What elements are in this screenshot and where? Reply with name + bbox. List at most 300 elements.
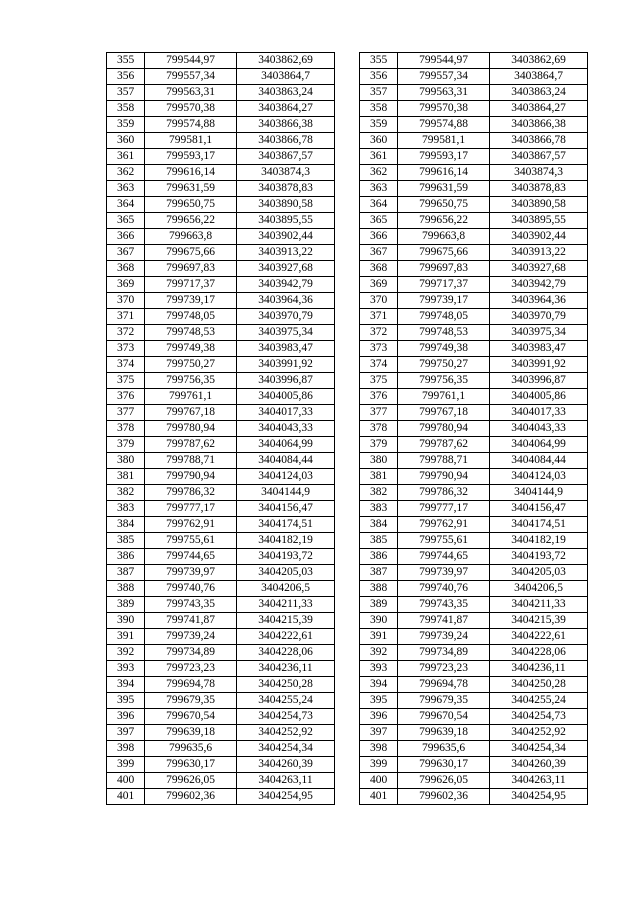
- point-number-cell: 401: [107, 789, 145, 805]
- table-row: [360, 533, 588, 549]
- x-coordinate-cell: 799626,05: [398, 773, 490, 789]
- x-coordinate-cell: 799739,97: [145, 565, 237, 581]
- x-coordinate-cell: 799631,59: [145, 181, 237, 197]
- point-number-cell: 376: [107, 389, 145, 405]
- table-row: [360, 293, 588, 309]
- y-coordinate-cell: 3403874,3: [490, 165, 588, 181]
- y-coordinate-cell: 3404254,73: [237, 709, 335, 725]
- point-number-cell: 394: [360, 677, 398, 693]
- y-coordinate-cell: 3403867,57: [490, 149, 588, 165]
- table-row: [107, 213, 335, 229]
- y-coordinate-cell: 3404211,33: [490, 597, 588, 613]
- table-row: [360, 405, 588, 421]
- x-coordinate-cell: 799574,88: [145, 117, 237, 133]
- table-row: [107, 757, 335, 773]
- point-number-cell: 382: [360, 485, 398, 501]
- x-coordinate-cell: 799581,1: [145, 133, 237, 149]
- y-coordinate-cell: 3404174,51: [490, 517, 588, 533]
- x-coordinate-cell: 799563,31: [145, 85, 237, 101]
- table-row: [360, 133, 588, 149]
- point-number-cell: 356: [360, 69, 398, 85]
- table-row: [107, 613, 335, 629]
- table-row: [360, 165, 588, 181]
- x-coordinate-cell: 799739,17: [145, 293, 237, 309]
- table-row: [360, 357, 588, 373]
- table-row: [107, 229, 335, 245]
- point-number-cell: 386: [360, 549, 398, 565]
- y-coordinate-cell: 3403890,58: [490, 197, 588, 213]
- x-coordinate-cell: 799557,34: [145, 69, 237, 85]
- table-row: [360, 117, 588, 133]
- x-coordinate-cell: 799639,18: [145, 725, 237, 741]
- point-number-cell: 357: [360, 85, 398, 101]
- table-row: [107, 645, 335, 661]
- y-coordinate-cell: 3403866,78: [490, 133, 588, 149]
- y-coordinate-cell: 3404084,44: [490, 453, 588, 469]
- y-coordinate-cell: 3404156,47: [237, 501, 335, 517]
- point-number-cell: 399: [360, 757, 398, 773]
- x-coordinate-cell: 799650,75: [398, 197, 490, 213]
- x-coordinate-cell: 799675,66: [398, 245, 490, 261]
- table-row: [360, 709, 588, 725]
- table-row: [360, 693, 588, 709]
- x-coordinate-cell: 799780,94: [145, 421, 237, 437]
- table-row: [107, 149, 335, 165]
- x-coordinate-cell: 799593,17: [398, 149, 490, 165]
- y-coordinate-cell: 3404211,33: [237, 597, 335, 613]
- y-coordinate-cell: 3404263,11: [490, 773, 588, 789]
- point-number-cell: 362: [360, 165, 398, 181]
- table-row: [360, 181, 588, 197]
- point-number-cell: 366: [360, 229, 398, 245]
- x-coordinate-cell: 799750,27: [145, 357, 237, 373]
- x-coordinate-cell: 799741,87: [145, 613, 237, 629]
- y-coordinate-cell: 3404017,33: [490, 405, 588, 421]
- y-coordinate-cell: 3404254,95: [490, 789, 588, 805]
- x-coordinate-cell: 799679,35: [145, 693, 237, 709]
- y-coordinate-cell: 3404193,72: [237, 549, 335, 565]
- table-row: [107, 421, 335, 437]
- point-number-cell: 370: [107, 293, 145, 309]
- x-coordinate-cell: 799593,17: [145, 149, 237, 165]
- x-coordinate-cell: 799544,97: [145, 53, 237, 69]
- point-number-cell: 376: [360, 389, 398, 405]
- point-number-cell: 398: [107, 741, 145, 757]
- point-number-cell: 373: [107, 341, 145, 357]
- table-row: [107, 741, 335, 757]
- table-row: [360, 629, 588, 645]
- point-number-cell: 370: [360, 293, 398, 309]
- y-coordinate-cell: 3403927,68: [237, 261, 335, 277]
- table-row: [107, 549, 335, 565]
- x-coordinate-cell: 799761,1: [145, 389, 237, 405]
- table-row: [360, 469, 588, 485]
- point-number-cell: 374: [107, 357, 145, 373]
- x-coordinate-cell: 799723,23: [398, 661, 490, 677]
- x-coordinate-cell: 799557,34: [398, 69, 490, 85]
- table-row: [360, 149, 588, 165]
- y-coordinate-cell: 3404005,86: [490, 389, 588, 405]
- y-coordinate-cell: 3404228,06: [237, 645, 335, 661]
- table-row: [360, 501, 588, 517]
- point-number-cell: 391: [360, 629, 398, 645]
- x-coordinate-cell: 799777,17: [398, 501, 490, 517]
- table-row: [107, 709, 335, 725]
- x-coordinate-cell: 799788,71: [398, 453, 490, 469]
- table-row: [360, 453, 588, 469]
- y-coordinate-cell: 3403863,24: [237, 85, 335, 101]
- point-number-cell: 385: [360, 533, 398, 549]
- x-coordinate-cell: 799635,6: [398, 741, 490, 757]
- x-coordinate-cell: 799602,36: [145, 789, 237, 805]
- point-number-cell: 363: [360, 181, 398, 197]
- x-coordinate-cell: 799574,88: [398, 117, 490, 133]
- y-coordinate-cell: 3404215,39: [490, 613, 588, 629]
- y-coordinate-cell: 3404005,86: [237, 389, 335, 405]
- point-number-cell: 389: [107, 597, 145, 613]
- point-number-cell: 378: [107, 421, 145, 437]
- table-row: [107, 437, 335, 453]
- x-coordinate-cell: 799790,94: [145, 469, 237, 485]
- y-coordinate-cell: 3403902,44: [490, 229, 588, 245]
- y-coordinate-cell: 3404156,47: [490, 501, 588, 517]
- table-row: [107, 69, 335, 85]
- table-row: [360, 53, 588, 69]
- y-coordinate-cell: 3403866,38: [490, 117, 588, 133]
- point-number-cell: 394: [107, 677, 145, 693]
- y-coordinate-cell: 3403927,68: [490, 261, 588, 277]
- x-coordinate-cell: 799786,32: [398, 485, 490, 501]
- x-coordinate-cell: 799570,38: [145, 101, 237, 117]
- x-coordinate-cell: 799650,75: [145, 197, 237, 213]
- point-number-cell: 393: [360, 661, 398, 677]
- table-row: [107, 389, 335, 405]
- y-coordinate-cell: 3404254,34: [490, 741, 588, 757]
- table-row: [360, 597, 588, 613]
- point-number-cell: 388: [360, 581, 398, 597]
- table-row: [107, 293, 335, 309]
- y-coordinate-cell: 3403975,34: [237, 325, 335, 341]
- x-coordinate-cell: 799740,76: [145, 581, 237, 597]
- x-coordinate-cell: 799734,89: [145, 645, 237, 661]
- table-row: [360, 325, 588, 341]
- y-coordinate-cell: 3404043,33: [490, 421, 588, 437]
- point-number-cell: 392: [360, 645, 398, 661]
- table-row: [107, 133, 335, 149]
- y-coordinate-cell: 3403902,44: [237, 229, 335, 245]
- y-coordinate-cell: 3404064,99: [490, 437, 588, 453]
- table-body-left: [107, 53, 335, 805]
- y-coordinate-cell: 3404254,73: [490, 709, 588, 725]
- table-row: [107, 581, 335, 597]
- table-row: [107, 469, 335, 485]
- table-row: [107, 261, 335, 277]
- point-number-cell: 385: [107, 533, 145, 549]
- x-coordinate-cell: 799630,17: [145, 757, 237, 773]
- x-coordinate-cell: 799570,38: [398, 101, 490, 117]
- point-number-cell: 393: [107, 661, 145, 677]
- x-coordinate-cell: 799748,05: [145, 309, 237, 325]
- table-row: [107, 565, 335, 581]
- point-number-cell: 400: [360, 773, 398, 789]
- x-coordinate-cell: 799761,1: [398, 389, 490, 405]
- x-coordinate-cell: 799744,65: [145, 549, 237, 565]
- x-coordinate-cell: 799734,89: [398, 645, 490, 661]
- point-number-cell: 366: [107, 229, 145, 245]
- y-coordinate-cell: 3403866,78: [237, 133, 335, 149]
- x-coordinate-cell: 799656,22: [145, 213, 237, 229]
- table-row: [107, 53, 335, 69]
- table-row: [360, 101, 588, 117]
- y-coordinate-cell: 3403874,3: [237, 165, 335, 181]
- y-coordinate-cell: 3403863,24: [490, 85, 588, 101]
- x-coordinate-cell: 799749,38: [398, 341, 490, 357]
- y-coordinate-cell: 3403983,47: [237, 341, 335, 357]
- x-coordinate-cell: 799616,14: [398, 165, 490, 181]
- y-coordinate-cell: 3404236,11: [490, 661, 588, 677]
- point-number-cell: 372: [107, 325, 145, 341]
- x-coordinate-cell: 799679,35: [398, 693, 490, 709]
- point-number-cell: 380: [107, 453, 145, 469]
- x-coordinate-cell: 799755,61: [398, 533, 490, 549]
- coordinates-table-left: [106, 52, 335, 805]
- y-coordinate-cell: 3403864,7: [490, 69, 588, 85]
- point-number-cell: 396: [107, 709, 145, 725]
- y-coordinate-cell: 3404084,44: [237, 453, 335, 469]
- table-row: [360, 725, 588, 741]
- table-row: [107, 485, 335, 501]
- y-coordinate-cell: 3403864,27: [237, 101, 335, 117]
- y-coordinate-cell: 3403862,69: [237, 53, 335, 69]
- x-coordinate-cell: 799749,38: [145, 341, 237, 357]
- x-coordinate-cell: 799675,66: [145, 245, 237, 261]
- x-coordinate-cell: 799739,24: [145, 629, 237, 645]
- x-coordinate-cell: 799723,23: [145, 661, 237, 677]
- table-row: [107, 629, 335, 645]
- x-coordinate-cell: 799743,35: [398, 597, 490, 613]
- y-coordinate-cell: 3404263,11: [237, 773, 335, 789]
- point-number-cell: 375: [360, 373, 398, 389]
- table-row: [360, 341, 588, 357]
- table-row: [107, 773, 335, 789]
- point-number-cell: 399: [107, 757, 145, 773]
- x-coordinate-cell: 799626,05: [145, 773, 237, 789]
- table-row: [360, 277, 588, 293]
- point-number-cell: 391: [107, 629, 145, 645]
- y-coordinate-cell: 3404254,34: [237, 741, 335, 757]
- x-coordinate-cell: 799777,17: [145, 501, 237, 517]
- y-coordinate-cell: 3404252,92: [237, 725, 335, 741]
- point-number-cell: 378: [360, 421, 398, 437]
- point-number-cell: 400: [107, 773, 145, 789]
- y-coordinate-cell: 3403913,22: [237, 245, 335, 261]
- x-coordinate-cell: 799755,61: [145, 533, 237, 549]
- point-number-cell: 381: [360, 469, 398, 485]
- table-row: [360, 437, 588, 453]
- point-number-cell: 397: [360, 725, 398, 741]
- table-row: [107, 661, 335, 677]
- y-coordinate-cell: 3404144,9: [490, 485, 588, 501]
- point-number-cell: 377: [107, 405, 145, 421]
- x-coordinate-cell: 799788,71: [145, 453, 237, 469]
- x-coordinate-cell: 799767,18: [398, 405, 490, 421]
- point-number-cell: 371: [107, 309, 145, 325]
- table-row: [107, 517, 335, 533]
- y-coordinate-cell: 3404222,61: [490, 629, 588, 645]
- point-number-cell: 379: [107, 437, 145, 453]
- table-row: [107, 725, 335, 741]
- y-coordinate-cell: 3404182,19: [490, 533, 588, 549]
- table-body-right: [360, 53, 588, 805]
- point-number-cell: 369: [360, 277, 398, 293]
- y-coordinate-cell: 3404043,33: [237, 421, 335, 437]
- table-row: [360, 245, 588, 261]
- coordinates-table-right: [359, 52, 588, 805]
- x-coordinate-cell: 799780,94: [398, 421, 490, 437]
- point-number-cell: 384: [360, 517, 398, 533]
- table-row: [360, 229, 588, 245]
- table-row: [360, 741, 588, 757]
- table-row: [360, 549, 588, 565]
- x-coordinate-cell: 799616,14: [145, 165, 237, 181]
- x-coordinate-cell: 799670,54: [145, 709, 237, 725]
- point-number-cell: 368: [107, 261, 145, 277]
- point-number-cell: 381: [107, 469, 145, 485]
- y-coordinate-cell: 3404017,33: [237, 405, 335, 421]
- point-number-cell: 355: [360, 53, 398, 69]
- table-row: [107, 597, 335, 613]
- x-coordinate-cell: 799717,37: [398, 277, 490, 293]
- x-coordinate-cell: 799786,32: [145, 485, 237, 501]
- table-row: [107, 181, 335, 197]
- table-row: [107, 309, 335, 325]
- point-number-cell: 390: [360, 613, 398, 629]
- table-row: [360, 389, 588, 405]
- point-number-cell: 388: [107, 581, 145, 597]
- y-coordinate-cell: 3404222,61: [237, 629, 335, 645]
- x-coordinate-cell: 799663,8: [145, 229, 237, 245]
- y-coordinate-cell: 3403878,83: [237, 181, 335, 197]
- y-coordinate-cell: 3404228,06: [490, 645, 588, 661]
- point-number-cell: 357: [107, 85, 145, 101]
- y-coordinate-cell: 3404124,03: [237, 469, 335, 485]
- table-row: [360, 565, 588, 581]
- table-row: [360, 373, 588, 389]
- y-coordinate-cell: 3403970,79: [237, 309, 335, 325]
- x-coordinate-cell: 799741,87: [398, 613, 490, 629]
- y-coordinate-cell: 3404260,39: [490, 757, 588, 773]
- point-number-cell: 364: [360, 197, 398, 213]
- x-coordinate-cell: 799740,76: [398, 581, 490, 597]
- point-number-cell: 387: [107, 565, 145, 581]
- table-row: [360, 85, 588, 101]
- x-coordinate-cell: 799694,78: [145, 677, 237, 693]
- point-number-cell: 368: [360, 261, 398, 277]
- x-coordinate-cell: 799656,22: [398, 213, 490, 229]
- x-coordinate-cell: 799670,54: [398, 709, 490, 725]
- x-coordinate-cell: 799748,53: [145, 325, 237, 341]
- y-coordinate-cell: 3403942,79: [237, 277, 335, 293]
- table-row: [360, 645, 588, 661]
- point-number-cell: 361: [107, 149, 145, 165]
- x-coordinate-cell: 799739,17: [398, 293, 490, 309]
- point-number-cell: 401: [360, 789, 398, 805]
- y-coordinate-cell: 3404174,51: [237, 517, 335, 533]
- y-coordinate-cell: 3404260,39: [237, 757, 335, 773]
- point-number-cell: 358: [107, 101, 145, 117]
- table-row: [107, 325, 335, 341]
- x-coordinate-cell: 799663,8: [398, 229, 490, 245]
- table-row: [107, 405, 335, 421]
- table-row: [360, 677, 588, 693]
- point-number-cell: 390: [107, 613, 145, 629]
- table-row: [360, 517, 588, 533]
- point-number-cell: 373: [360, 341, 398, 357]
- point-number-cell: 367: [107, 245, 145, 261]
- x-coordinate-cell: 799762,91: [145, 517, 237, 533]
- point-number-cell: 377: [360, 405, 398, 421]
- y-coordinate-cell: 3404252,92: [490, 725, 588, 741]
- table-row: [107, 85, 335, 101]
- point-number-cell: 358: [360, 101, 398, 117]
- y-coordinate-cell: 3403890,58: [237, 197, 335, 213]
- y-coordinate-cell: 3404205,03: [490, 565, 588, 581]
- point-number-cell: 379: [360, 437, 398, 453]
- x-coordinate-cell: 799563,31: [398, 85, 490, 101]
- table-row: [360, 309, 588, 325]
- point-number-cell: 383: [360, 501, 398, 517]
- y-coordinate-cell: 3403975,34: [490, 325, 588, 341]
- point-number-cell: 369: [107, 277, 145, 293]
- y-coordinate-cell: 3404206,5: [490, 581, 588, 597]
- table-row: [360, 789, 588, 805]
- y-coordinate-cell: 3403964,36: [490, 293, 588, 309]
- y-coordinate-cell: 3404144,9: [237, 485, 335, 501]
- x-coordinate-cell: 799739,24: [398, 629, 490, 645]
- y-coordinate-cell: 3404193,72: [490, 549, 588, 565]
- point-number-cell: 396: [360, 709, 398, 725]
- table-row: [360, 261, 588, 277]
- point-number-cell: 361: [360, 149, 398, 165]
- y-coordinate-cell: 3404205,03: [237, 565, 335, 581]
- x-coordinate-cell: 799767,18: [145, 405, 237, 421]
- table-row: [360, 197, 588, 213]
- y-coordinate-cell: 3403862,69: [490, 53, 588, 69]
- point-number-cell: 360: [107, 133, 145, 149]
- y-coordinate-cell: 3404206,5: [237, 581, 335, 597]
- x-coordinate-cell: 799581,1: [398, 133, 490, 149]
- point-number-cell: 395: [360, 693, 398, 709]
- x-coordinate-cell: 799694,78: [398, 677, 490, 693]
- table-row: [107, 789, 335, 805]
- x-coordinate-cell: 799748,05: [398, 309, 490, 325]
- point-number-cell: 392: [107, 645, 145, 661]
- table-row: [107, 373, 335, 389]
- x-coordinate-cell: 799744,65: [398, 549, 490, 565]
- table-row: [360, 773, 588, 789]
- point-number-cell: 395: [107, 693, 145, 709]
- x-coordinate-cell: 799602,36: [398, 789, 490, 805]
- point-number-cell: 363: [107, 181, 145, 197]
- x-coordinate-cell: 799756,35: [145, 373, 237, 389]
- table-row: [107, 677, 335, 693]
- y-coordinate-cell: 3404182,19: [237, 533, 335, 549]
- point-number-cell: 372: [360, 325, 398, 341]
- point-number-cell: 359: [360, 117, 398, 133]
- table-row: [107, 501, 335, 517]
- y-coordinate-cell: 3404255,24: [237, 693, 335, 709]
- y-coordinate-cell: 3403867,57: [237, 149, 335, 165]
